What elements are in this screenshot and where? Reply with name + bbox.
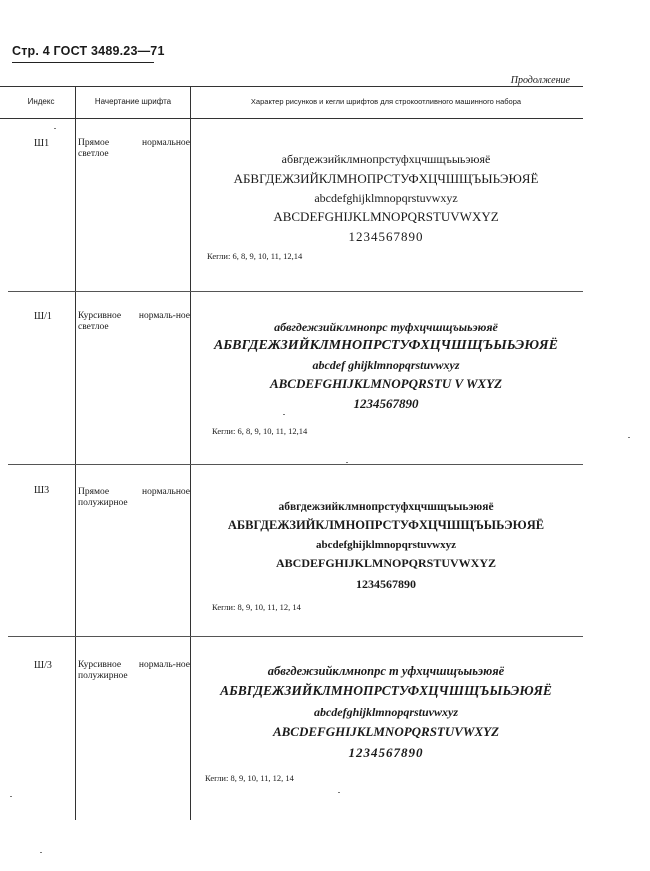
row-separator xyxy=(8,636,583,637)
sample-lowercase-latin: abcdefghijklmnopqrstuvwxyz xyxy=(316,539,456,551)
sample-digits: 1234567890 xyxy=(356,577,416,591)
sample-uppercase-cyrillic: АБВГДЕЖЗИЙКЛМНОПРСТУФХЦЧШЩЪЫЬЭЮЯЁ xyxy=(227,518,545,532)
table-top-border xyxy=(0,86,583,87)
sample-uppercase-cyrillic: АБВГДЕЖЗИЙКЛМНОПРСТУФХЦЧШЩЪЫЬЭЮЯЁ xyxy=(220,683,552,698)
column-header-index: Индекс xyxy=(27,97,55,106)
font-sample xyxy=(192,320,580,412)
header-rule xyxy=(12,62,154,63)
point-sizes: Кегли: 8, 9, 10, 11, 12, 14 xyxy=(205,773,294,783)
row-style: Курсивное нормаль-ное светлое xyxy=(78,311,190,332)
sample-uppercase-cyrillic: АБВГДЕЖЗИЙКЛМНОПРСТУФХЦЧШЩЪЫЬЭЮЯЁ xyxy=(233,171,539,186)
row-style: Курсивное нормаль-ное полужирное xyxy=(78,660,190,681)
font-sample xyxy=(192,664,580,761)
font-sample xyxy=(192,501,580,592)
row-index: Ш/3 xyxy=(34,660,52,671)
row-style: Прямое нормальное полужирное xyxy=(78,487,190,508)
row-index: Ш/1 xyxy=(34,311,52,322)
row-index: Ш3 xyxy=(34,485,50,496)
sample-lowercase-latin: abcdef ghijklmnopqrstuvwxyz xyxy=(312,358,460,372)
row-separator xyxy=(8,291,583,292)
sample-digits: 1234567890 xyxy=(353,396,419,411)
continuation-label: Продолжение xyxy=(510,75,570,86)
sample-uppercase-latin: ABCDEFGHIJKLMNOPQRSTUVWXYZ xyxy=(273,209,499,224)
scan-speck xyxy=(338,792,340,793)
point-sizes: Кегли: 8, 9, 10, 11, 12, 14 xyxy=(212,602,301,612)
column-divider xyxy=(190,86,191,820)
sample-lowercase-cyrillic: абвгдежзийклмнопрстуфхцчшщъыьэюяё xyxy=(281,152,491,166)
sample-digits: 1234567890 xyxy=(348,229,424,244)
sample-lowercase-cyrillic: абвгдежзийклмнопрстуфхцчшщъыьэюяё xyxy=(278,501,494,513)
row-separator xyxy=(8,464,583,465)
font-sample xyxy=(192,152,580,245)
sample-uppercase-latin: ABCDEFGHIJKLMNOPQRSTUVWXYZ xyxy=(275,556,496,570)
scan-speck xyxy=(628,437,630,438)
scan-speck xyxy=(54,128,56,129)
sample-lowercase-cyrillic: абвгдежзийклмнопрс туфхцчшщъыьэюяё xyxy=(274,320,498,334)
page-header: Стр. 4 ГОСТ 3489.23—71 xyxy=(12,44,165,58)
column-header-samples: Характер рисунков и кегли шрифтов для строкоотливного машинного набора xyxy=(250,97,522,106)
scan-speck xyxy=(40,852,42,853)
scan-speck xyxy=(10,796,12,797)
sample-lowercase-latin: abcdefghijklmnopqrstuvwxyz xyxy=(313,705,458,719)
scan-speck xyxy=(346,462,348,463)
row-index: Ш1 xyxy=(34,138,50,149)
table-header-border xyxy=(0,118,583,119)
sample-digits: 1234567890 xyxy=(348,745,424,760)
sample-uppercase-latin: ABCDEFGHIJKLMNOPQRSTUVWXYZ xyxy=(272,724,500,739)
column-header-style: Начертание шрифта xyxy=(94,97,172,106)
sample-uppercase-latin: ABCDEFGHIJKLMNOPQRSTU V WXYZ xyxy=(269,376,503,391)
point-sizes: Кегли: 6, 8, 9, 10, 11, 12,14 xyxy=(207,251,303,261)
sample-uppercase-cyrillic: АБВГДЕЖЗИЙКЛМНОПРСТУФХЦЧШЩЪЫЬЭЮЯЁ xyxy=(213,338,559,353)
sample-lowercase-latin: abcdefghijklmnopqrstuvwxyz xyxy=(314,191,458,205)
row-style: Прямое нормальное светлое xyxy=(78,138,190,159)
column-divider xyxy=(75,86,76,820)
point-sizes: Кегли: 6, 8, 9, 10, 11, 12,14 xyxy=(212,426,308,436)
sample-lowercase-cyrillic: абвгдежзийклмнопрс т уфхцчшщъыьэюяё xyxy=(267,664,505,678)
scan-speck xyxy=(283,414,285,415)
